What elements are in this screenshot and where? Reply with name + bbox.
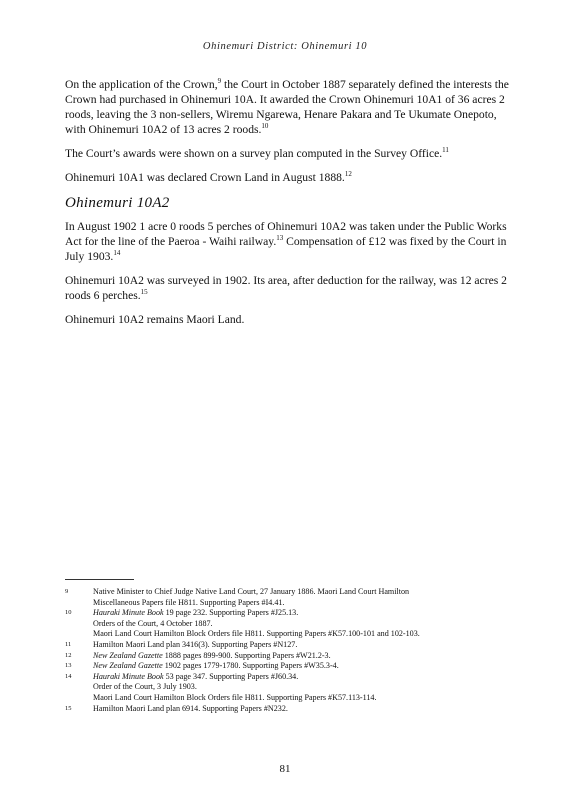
footnote-ref-12[interactable]: 12 <box>344 170 352 179</box>
footnote-12 <box>65 651 535 662</box>
body-text <box>65 77 513 336</box>
footnote-rule <box>65 579 134 580</box>
footnote-line <box>93 608 535 619</box>
text: In August 1902 1 acre 0 roods 5 perches of Ohinemuri 10A2 was taken under the Public Works Act for the line of the Paeroa - Waihi railway. <box>65 220 507 248</box>
footnote-11 <box>65 640 535 651</box>
footnote-line: Maori Land Court Hamilton Block Orders file H811. Supporting Papers #K57.113-114. <box>93 692 377 702</box>
source-title: New Zealand Gazette <box>93 650 163 660</box>
footnote-ref-15[interactable]: 15 <box>140 288 148 297</box>
text: 19 page 232. Supporting Papers #J25.13. <box>163 608 299 618</box>
footnote-ref-10[interactable]: 10 <box>261 122 269 131</box>
footnote-15 <box>65 704 535 715</box>
text: the Court in October 1887 separately defined the interests the Crown had purchased in Ohinemuri 10A. It awarded the Crown Ohinemuri 10A1 of 36 acres 2 roods, leaving the 3 non-sellers, Wiremu Ngarewa, Henare Pakara and Te Ukumate Onepoto, with Ohinemuri 10A2 of 13 acres 2 roods. <box>65 78 509 136</box>
footnote-number: 15 <box>65 704 72 712</box>
footnote-number: 13 <box>65 662 72 670</box>
text: On the application of the Crown, <box>65 78 218 91</box>
paragraph-crown-land <box>65 170 513 185</box>
footnote-line: Miscellaneous Papers file H811. Supporting Papers #I4.41. <box>93 597 285 607</box>
footnotes <box>65 587 535 714</box>
text: Ohinemuri 10A1 was declared Crown Land in August 1888. <box>65 171 345 184</box>
section-heading: Ohinemuri 10A2 <box>65 195 170 211</box>
footnote-line <box>93 661 535 672</box>
page-number: 81 <box>279 763 291 775</box>
footnote-line: Hamilton Maori Land plan 6914. Supporting Papers #N232. <box>93 703 288 713</box>
paragraph-crown-application <box>65 77 513 137</box>
source-title: New Zealand Gazette <box>93 661 163 671</box>
footnote-9 <box>65 587 535 608</box>
text: Ohinemuri 10A2 was surveyed in 1902. Its area, after deduction for the railway, was 12 acres 2 roods 6 perches. <box>65 274 507 302</box>
footnote-line: Native Minister to Chief Judge Native Land Court, 27 January 1886. Maori Land Court Hamilton <box>93 587 410 596</box>
footnote-number: 12 <box>65 651 72 659</box>
text: 53 page 347. Supporting Papers #J60.34. <box>163 671 299 681</box>
footnote-line: Order of the Court, 3 July 1903. <box>93 682 197 692</box>
text: Compensation of £12 was fixed by the Court in July 1903. <box>65 235 507 263</box>
text: 1902 pages 1779-1780. Supporting Papers #W35.3-4. <box>162 661 339 671</box>
footnote-line: Hamilton Maori Land plan 3416(3). Supporting Papers #N127. <box>93 639 298 649</box>
text: 1888 pages 899-900. Supporting Papers #W21.2-3. <box>162 650 331 660</box>
footnote-13 <box>65 661 535 672</box>
paragraph-survey-plan <box>65 146 513 161</box>
footnote-ref-11[interactable]: 11 <box>442 146 449 155</box>
footnote-number: 10 <box>65 609 72 617</box>
footnote-10 <box>65 608 535 640</box>
footnote-line: Maori Land Court Hamilton Block Orders file H811. Supporting Papers #K57.100-101 and 102-103. <box>93 629 420 639</box>
paragraph-public-works <box>65 219 513 264</box>
footnote-number: 9 <box>65 588 69 595</box>
text: The Court’s awards were shown on a survey plan computed in the Survey Office. <box>65 147 443 160</box>
source-title: Hauraki Minute Book <box>93 608 164 618</box>
running-head: Ohinemuri District: Ohinemuri 10 <box>202 41 368 52</box>
paragraph-surveyed <box>65 273 513 303</box>
paragraph-maori-land: Ohinemuri 10A2 remains Maori Land. <box>65 313 245 326</box>
footnote-ref-13[interactable]: 13 <box>276 234 284 243</box>
footnote-line <box>93 672 535 683</box>
footnote-ref-9[interactable]: 9 <box>217 77 222 86</box>
footnote-ref-14[interactable]: 14 <box>113 249 121 258</box>
footnote-line <box>93 651 535 662</box>
footnote-line: Orders of the Court, 4 October 1887. <box>93 618 213 628</box>
footnote-number: 11 <box>65 640 72 648</box>
footnote-14 <box>65 672 535 704</box>
source-title: Hauraki Minute Book <box>93 671 164 681</box>
footnote-number: 14 <box>65 672 72 680</box>
